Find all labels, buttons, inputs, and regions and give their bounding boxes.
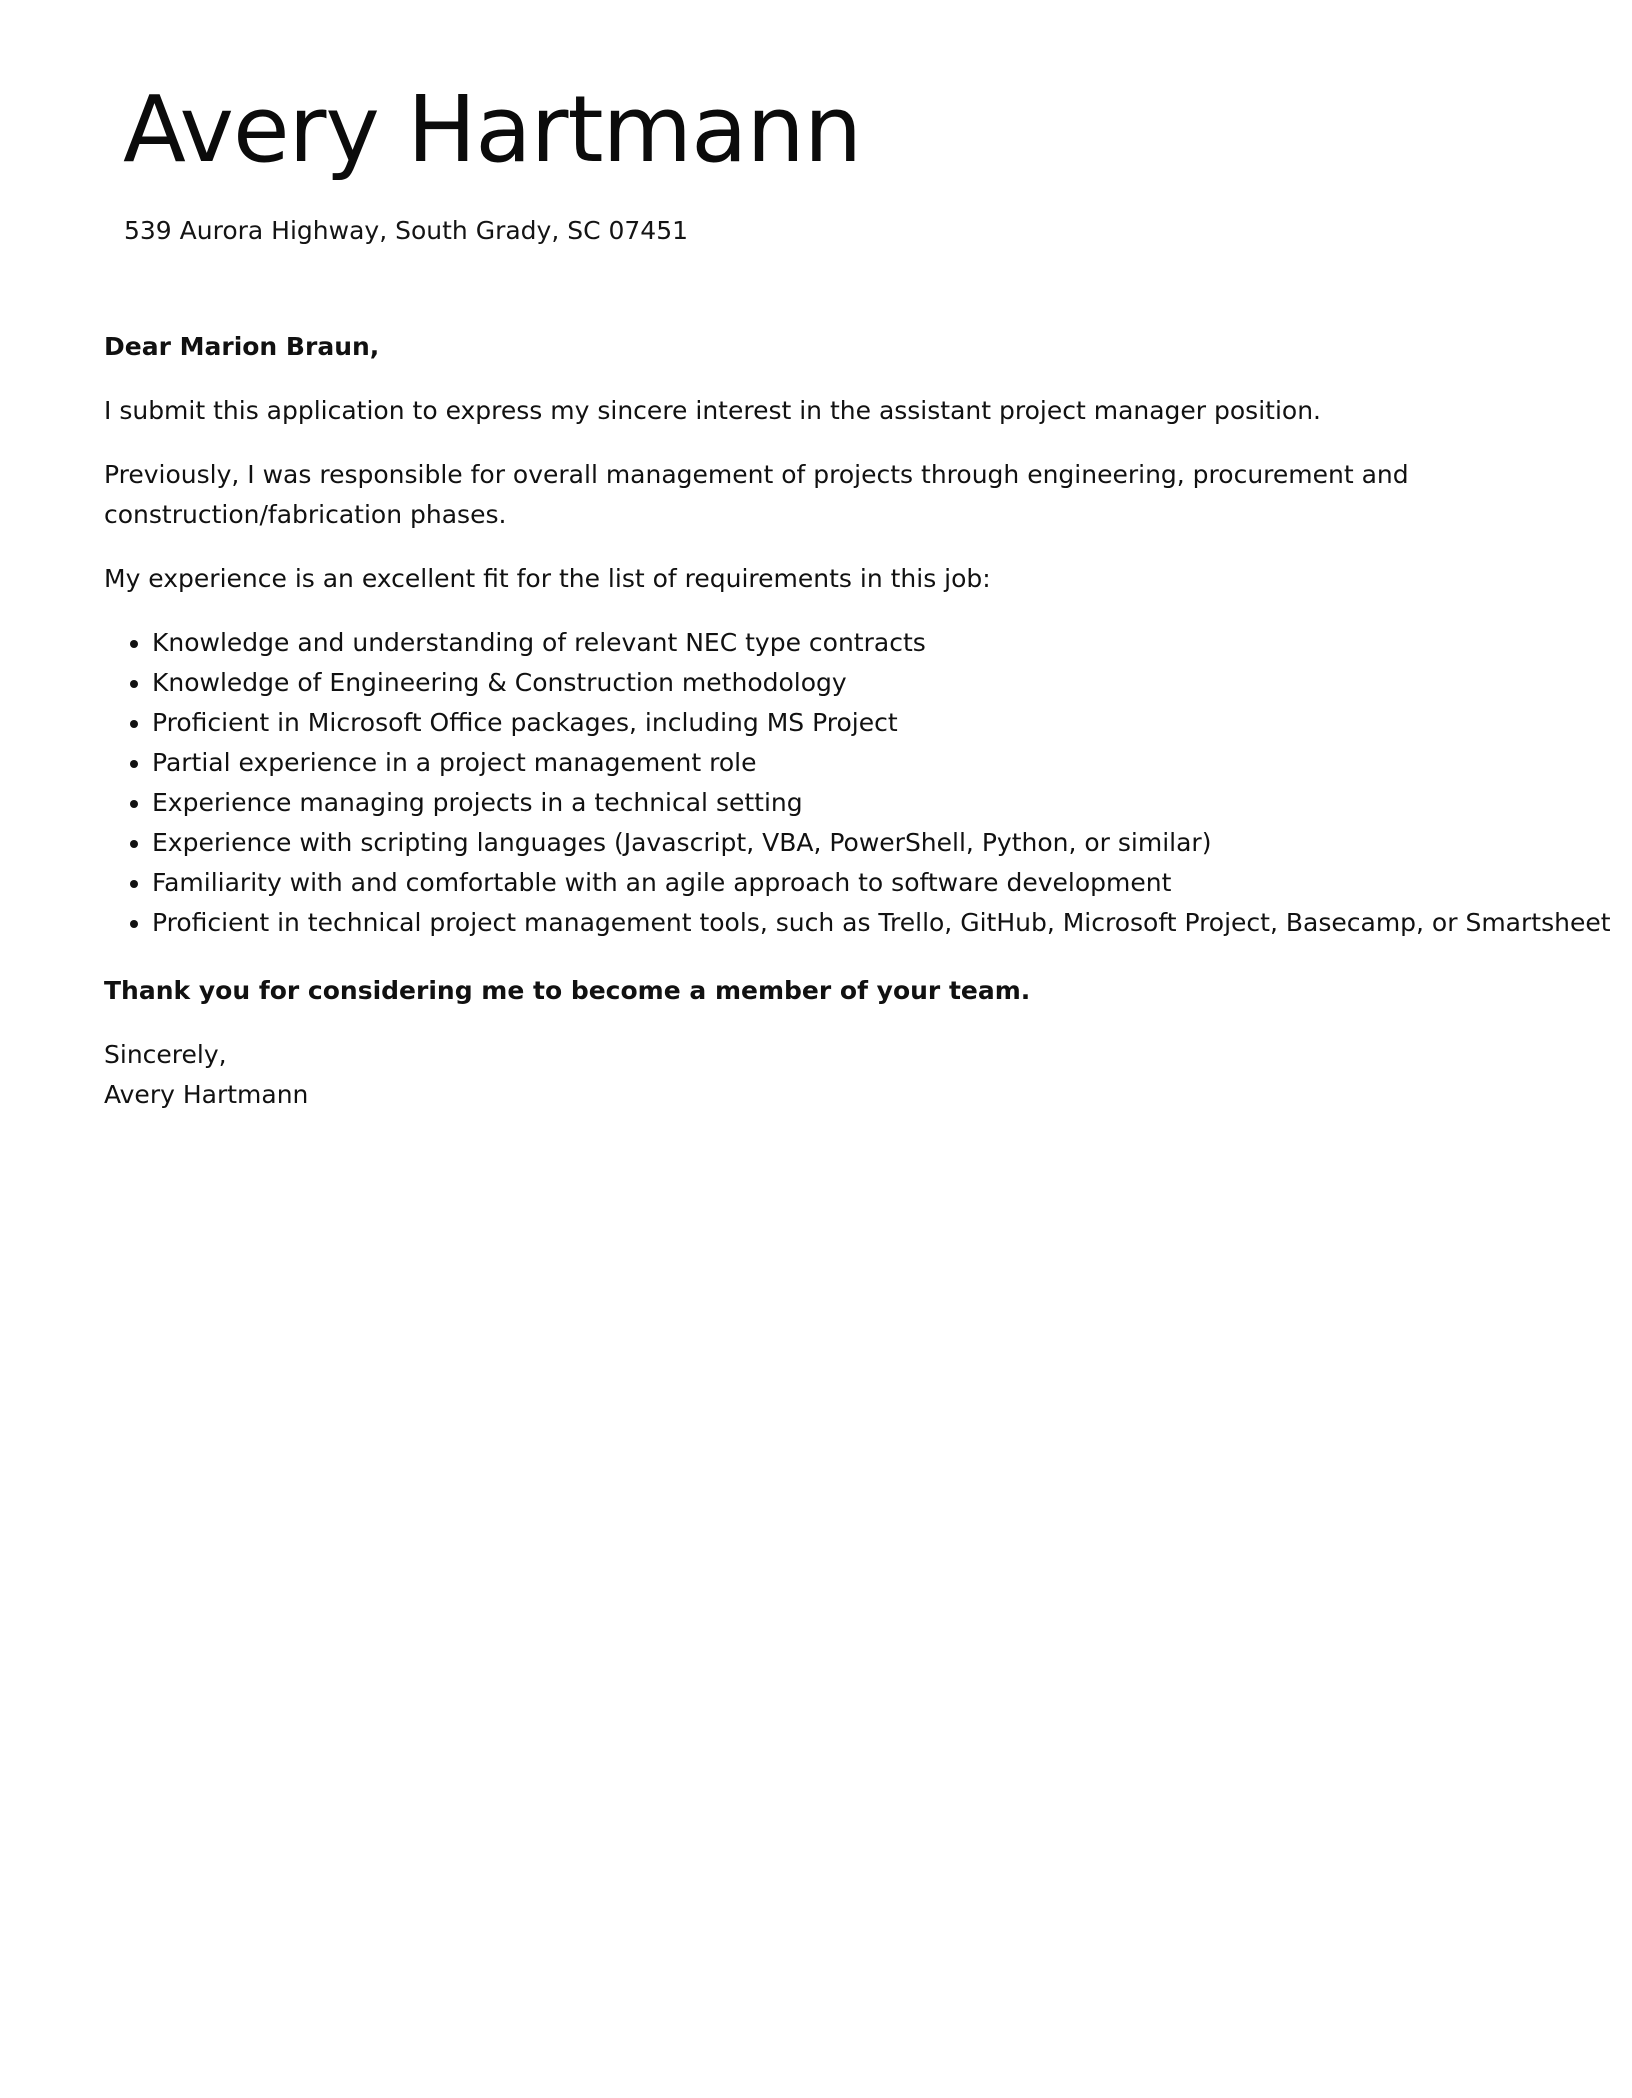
requirement-item: • Experience with scripting languages (Javascript, VBA, PowerShell, Python, or similar) <box>152 823 1544 863</box>
experience-paragraph <box>104 455 1544 535</box>
requirements-list <box>104 623 1611 943</box>
fit-paragraph: My experience is an excellent fit for the list of requirements in this job: <box>104 564 991 593</box>
letter-body <box>104 327 1611 1115</box>
sender-name: Avery Hartmann <box>123 76 862 183</box>
experience-line-2: construction/fabrication phases. <box>104 500 507 529</box>
requirement-item: • Partial experience in a project management role <box>152 743 1544 783</box>
requirement-item: • Knowledge of Engineering & Construction methodology <box>152 663 1544 703</box>
requirement-item: • Knowledge and understanding of relevant NEC type contracts <box>152 623 1544 663</box>
requirement-item: • Experience managing projects in a technical setting <box>152 783 1544 823</box>
intro-paragraph: I submit this application to express my sincere interest in the assistant project manager position. <box>104 396 1321 425</box>
requirement-item: • Proficient in technical project management tools, such as Trello, GitHub, Microsoft Project, Basecamp, or Smartsheet <box>152 903 1544 943</box>
sender-address: 539 Aurora Highway, South Grady, SC 07451 <box>124 216 689 245</box>
closing-block <box>104 1035 1544 1115</box>
experience-line-1: Previously, I was responsible for overall management of projects through engineering, procurement and <box>104 460 1409 489</box>
requirement-item: • Familiarity with and comfortable with an agile approach to software development <box>152 863 1544 903</box>
thank-you-line: Thank you for considering me to become a member of your team. <box>104 976 1031 1005</box>
closing-phrase: Sincerely, <box>104 1040 227 1069</box>
signature-name: Avery Hartmann <box>104 1080 309 1109</box>
requirement-item: • Proficient in Microsoft Office packages, including MS Project <box>152 703 1544 743</box>
salutation: Dear Marion Braun, <box>104 332 380 361</box>
letterhead <box>123 68 1423 248</box>
